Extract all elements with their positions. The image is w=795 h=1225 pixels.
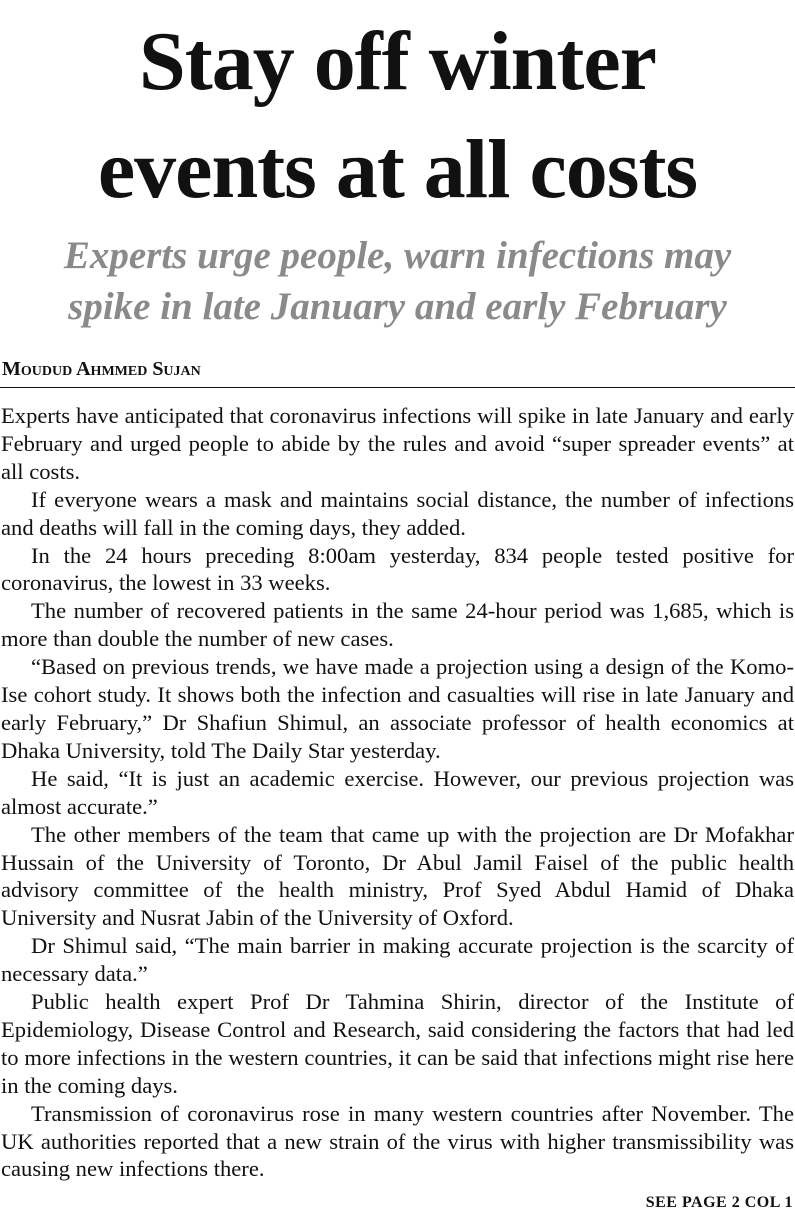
- paragraph: Experts have anticipated that coronavirus infections will spike in late January and early February and urged people to abide by the rules and avoid “super spreader events” at all costs.: [1, 403, 794, 484]
- headline-line-1: Stay off winter: [139, 15, 656, 108]
- paragraph: He said, “It is just an academic exercise. However, our previous projection was almost accurate.”: [1, 765, 794, 819]
- paragraph: If everyone wears a mask and maintains social distance, the number of infections and deaths will fall in the coming days, they added.: [1, 486, 794, 540]
- byline: Moudud Ahmmed Sujan: [2, 358, 201, 380]
- headline: [0, 8, 795, 224]
- paragraph: Dr Shimul said, “The main barrier in making accurate projection is the scarcity of necessary data.”: [1, 933, 794, 987]
- subheadline-line-1: Experts urge people, warn infections may: [63, 234, 732, 277]
- paragraph: The number of recovered patients in the same 24-hour period was 1,685, which is more than double the number of new cases.: [1, 598, 794, 652]
- subheadline-line-2: spike in late January and early February: [68, 285, 727, 328]
- paragraph: Public health expert Prof Dr Tahmina Shirin, director of the Institute of Epidemiology, Disease Control and Research, said considering the factors that had led to more infections in the western countries, it can be said that infections might rise here in the coming days.: [1, 989, 794, 1098]
- subheadline: [0, 230, 795, 332]
- paragraph: “Based on previous trends, we have made a projection using a design of the Komo-Ise cohort study. It shows both the infection and casualties will rise in late January and early February,” Dr Shafiun Shimul, an associate professor of health economics at Dhaka University, told The Daily Star yesterday.: [1, 654, 794, 763]
- paragraph: In the 24 hours preceding 8:00am yesterday, 834 people tested positive for coronavirus, the lowest in 33 weeks.: [1, 542, 794, 596]
- headline-line-2: events at all costs: [97, 123, 698, 216]
- paragraph: The other members of the team that came up with the projection are Dr Mofakhar Hussain of the University of Toronto, Dr Abul Jamil Faisel of the public health advisory committee of the health ministry, Prof Syed Abdul Hamid of Dhaka University and Nusrat Jabin of the University of Oxford.: [1, 821, 794, 931]
- paragraph: Transmission of coronavirus rose in many western countries after November. The UK authorities reported that a new strain of the virus with higher transmissibility was causing new infections there.: [1, 1100, 794, 1182]
- article-body: [1, 402, 794, 1183]
- byline-divider: [0, 387, 795, 388]
- continuation-note: SEE PAGE 2 COL 1: [645, 1194, 793, 1211]
